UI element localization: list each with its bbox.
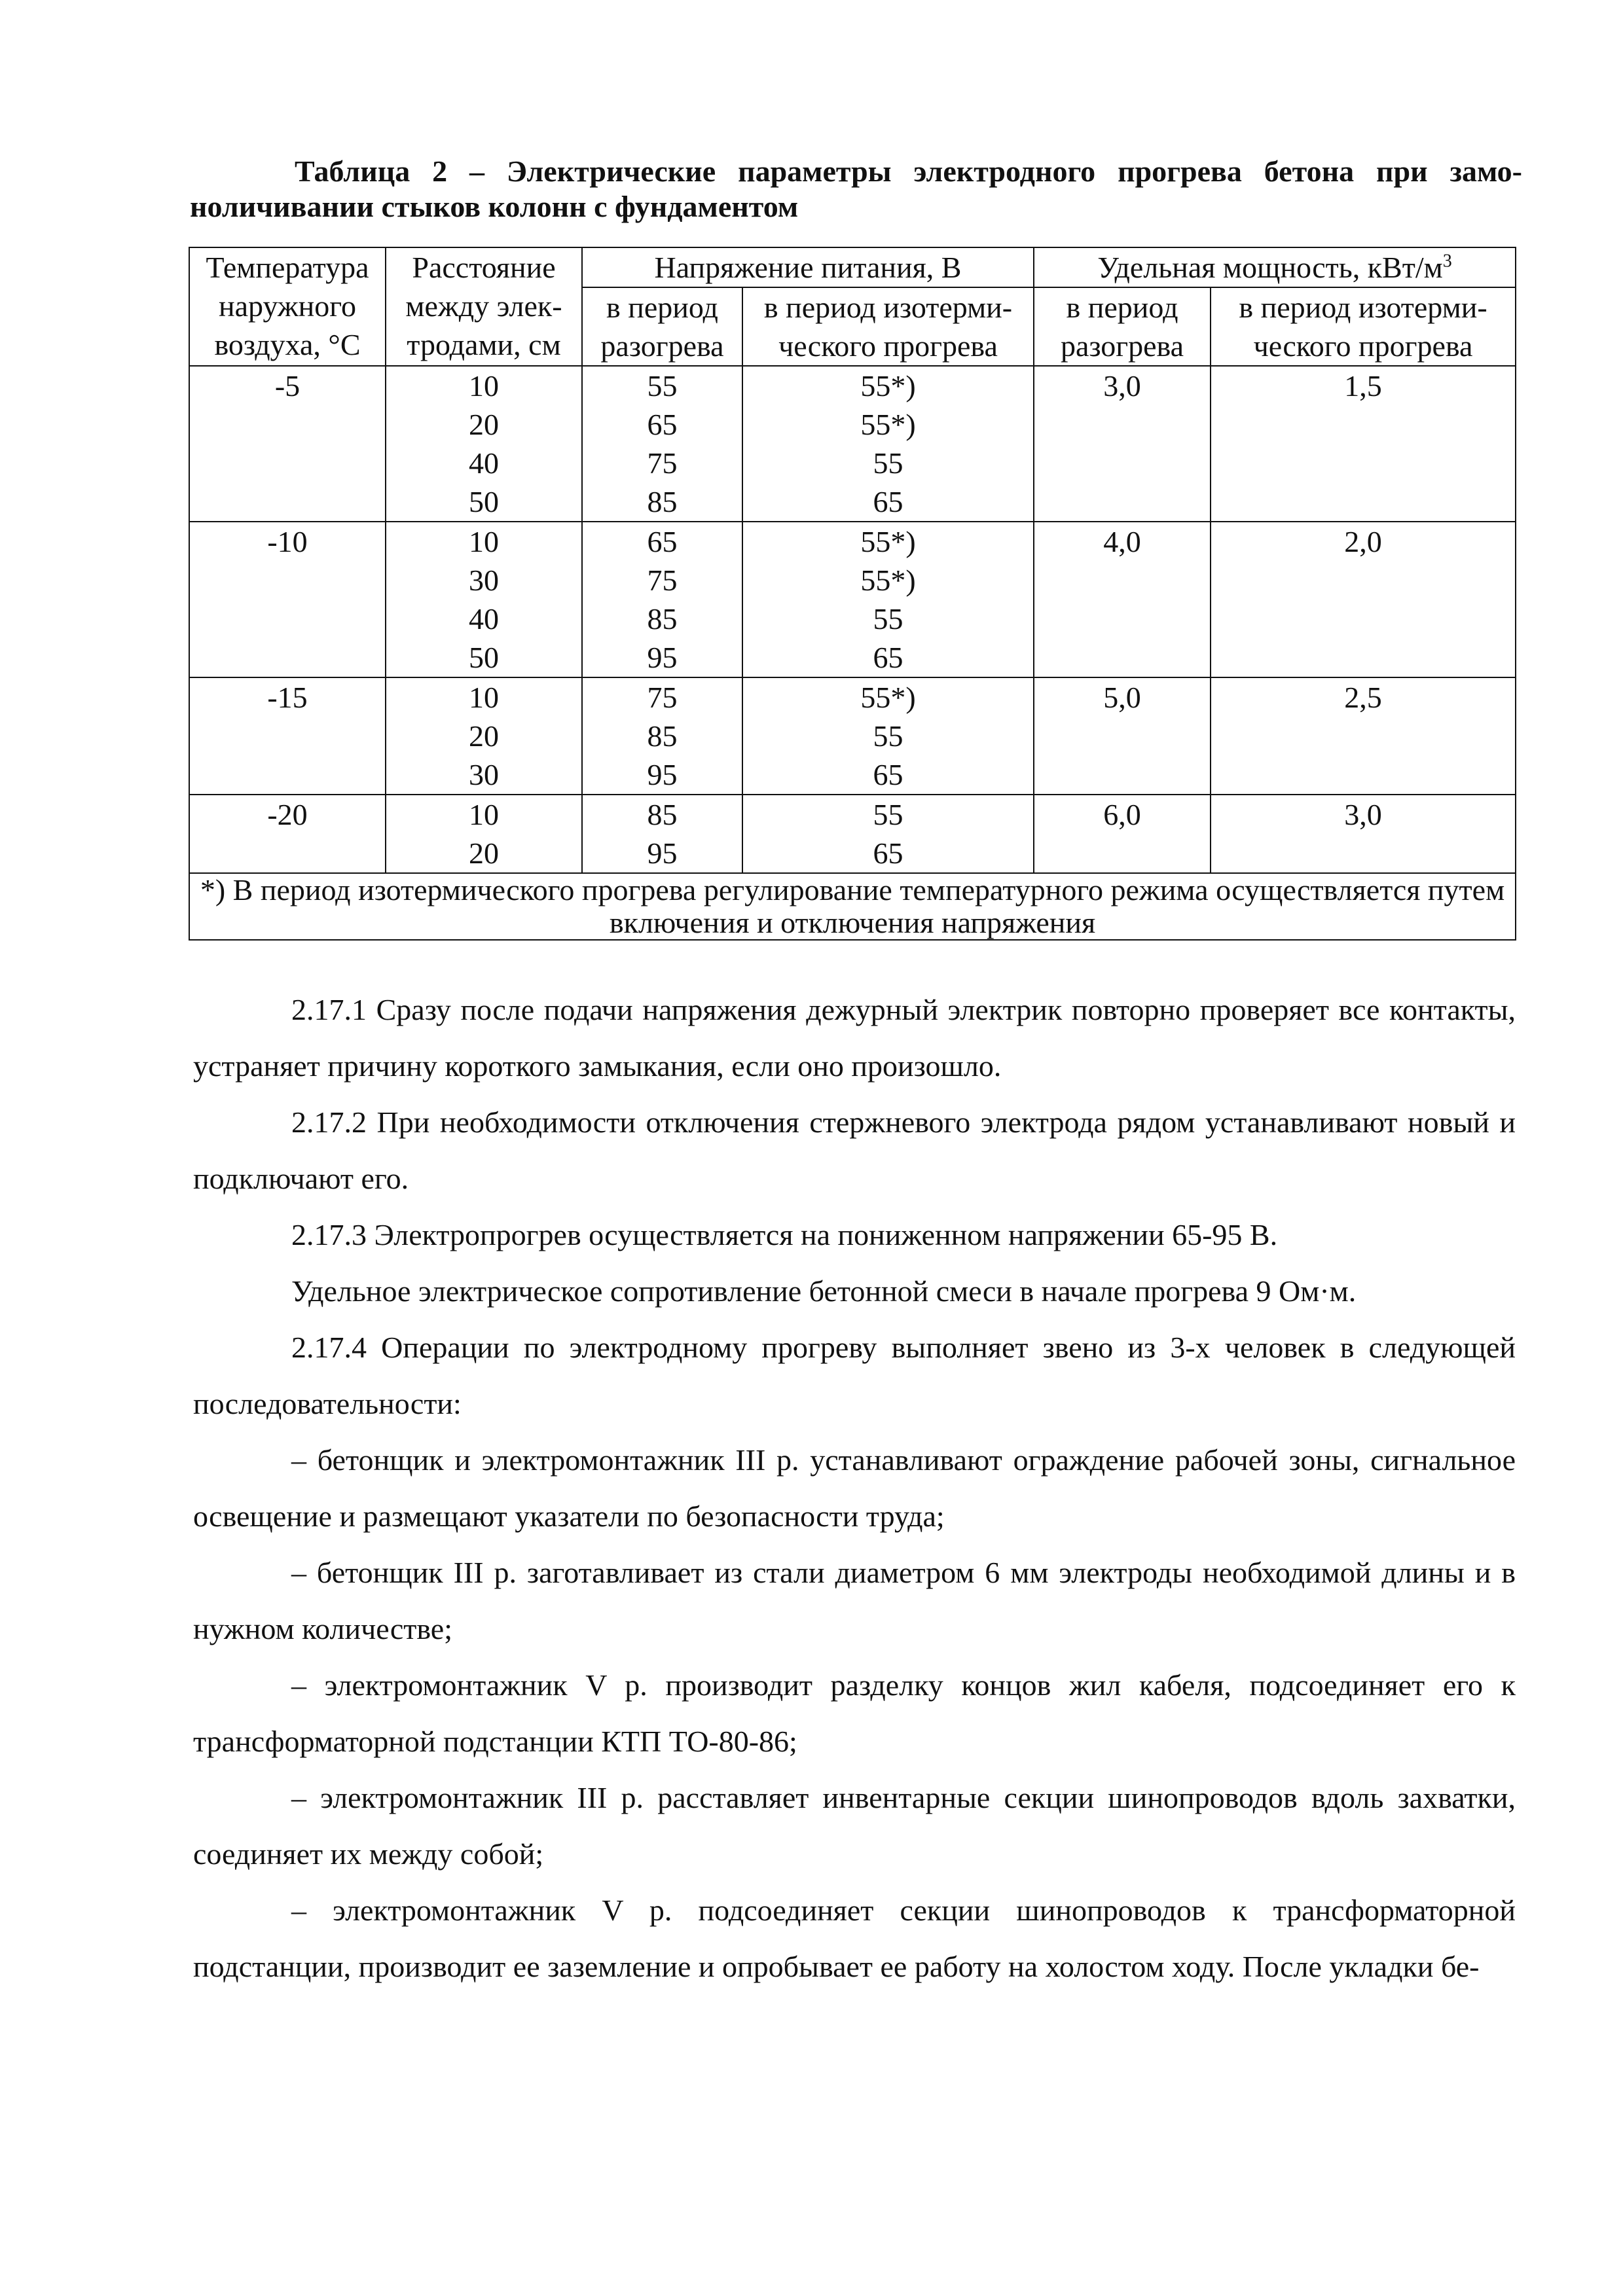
header-voltage-isothermal: в период изотерми- ческого прогрева xyxy=(742,287,1034,366)
paragraph: – электромонтажник V р. подсоединяет секции шинопроводов к трансформаторной подстанции, производит ее заземление и опробывает ее работу на холостом ходу. После укладки бе- xyxy=(193,1893,1516,1983)
power-heating-cell: 6,0 xyxy=(1034,795,1211,873)
distance-cell: 10 20 40 50 xyxy=(386,366,582,522)
paragraph: – электромонтажник V р. производит разделку концов жил кабеля, подсоединяет его к трансформаторной подстанции КТП ТО-80-86; xyxy=(193,1668,1516,1758)
header-power-heating: в период разогрева xyxy=(1034,287,1211,366)
voltage-heating-cell: 55 65 75 85 xyxy=(582,366,742,522)
power-heating-cell: 3,0 xyxy=(1034,366,1211,522)
table-footnote: *) В период изотермического прогрева регулирование температурного режима осуществляется путем включения и отключения напряжения xyxy=(189,873,1516,940)
header-power-isothermal: в период изотерми- ческого прогрева xyxy=(1211,287,1516,366)
distance-cell: 10 20 30 xyxy=(386,677,582,795)
distance-cell: 10 30 40 50 xyxy=(386,522,582,677)
voltage-isothermal-cell: 55*) 55 65 xyxy=(742,677,1034,795)
header-specific-power: Удельная мощность, кВт/$м^3$ xyxy=(1034,247,1516,287)
table-caption-line-1: Таблица 2 – Электрические параметры электродного прогрева бетона при замо- xyxy=(295,154,1522,188)
table-row xyxy=(189,366,1516,522)
header-electrode-distance: Расстояние между элек- тродами, см xyxy=(386,247,582,366)
electrical-parameters-table xyxy=(189,247,1516,941)
paragraph: – бетонщик III р. заготавливает из стали диаметром 6 мм электроды необходимой длины и в нужном количестве; xyxy=(193,1556,1516,1645)
voltage-isothermal-cell: 55*) 55*) 55 65 xyxy=(742,366,1034,522)
table-row xyxy=(189,795,1516,873)
voltage-isothermal-cell: 55 65 xyxy=(742,795,1034,873)
power-heating-cell: 5,0 xyxy=(1034,677,1211,795)
paragraph: Удельное электрическое сопротивление бетонной смеси в начале прогрева 9 Ом·м. xyxy=(291,1274,1357,1308)
voltage-heating-cell: 85 95 xyxy=(582,795,742,873)
table-row xyxy=(189,522,1516,677)
body-text xyxy=(193,982,1516,1995)
voltage-isothermal-cell: 55*) 55*) 55 65 xyxy=(742,522,1034,677)
header-voltage-heating: в период разогрева xyxy=(582,287,742,366)
paragraph: 2.17.1 Сразу после подачи напряжения дежурный электрик повторно проверяет все контакты, устраняет причину короткого замыкания, если оно произошло. xyxy=(193,993,1516,1083)
voltage-heating-cell: 65 75 85 95 xyxy=(582,522,742,677)
table-row xyxy=(189,677,1516,795)
power-heating-cell: 4,0 xyxy=(1034,522,1211,677)
paragraph: – электромонтажник III р. расставляет инвентарные секции шинопроводов вдоль захватки, соединяет их между собой; xyxy=(193,1781,1516,1871)
temperature-cell: -5 xyxy=(189,366,386,522)
power-isothermal-cell: 2,5 xyxy=(1211,677,1516,795)
header-supply-voltage: Напряжение питания, В xyxy=(582,247,1034,287)
power-isothermal-cell: 3,0 xyxy=(1211,795,1516,873)
temperature-cell: -15 xyxy=(189,677,386,795)
temperature-cell: -20 xyxy=(189,795,386,873)
paragraph: 2.17.4 Операции по электродному прогреву выполняет звено из 3-х человек в следующей последовательности: xyxy=(193,1331,1516,1420)
table-caption-line-2: ноличивании стыков колонн с фундаментом xyxy=(190,190,799,223)
table-caption xyxy=(190,154,1522,224)
paragraph: – бетонщик и электромонтажник III р. устанавливают ограждение рабочей зоны, сигнальное освещение и размещают указатели по безопасности труда; xyxy=(193,1443,1516,1533)
paragraph: 2.17.3 Электропрогрев осуществляется на пониженном напряжении 65-95 В. xyxy=(291,1218,1278,1251)
power-isothermal-cell: 2,0 xyxy=(1211,522,1516,677)
temperature-cell: -10 xyxy=(189,522,386,677)
voltage-heating-cell: 75 85 95 xyxy=(582,677,742,795)
paragraph: 2.17.2 При необходимости отключения стержневого электрода рядом устанавливают новый и подключают его. xyxy=(193,1105,1516,1195)
header-temperature: Температура наружного воздуха, °С xyxy=(189,247,386,366)
power-isothermal-cell: 1,5 xyxy=(1211,366,1516,522)
distance-cell: 10 20 xyxy=(386,795,582,873)
